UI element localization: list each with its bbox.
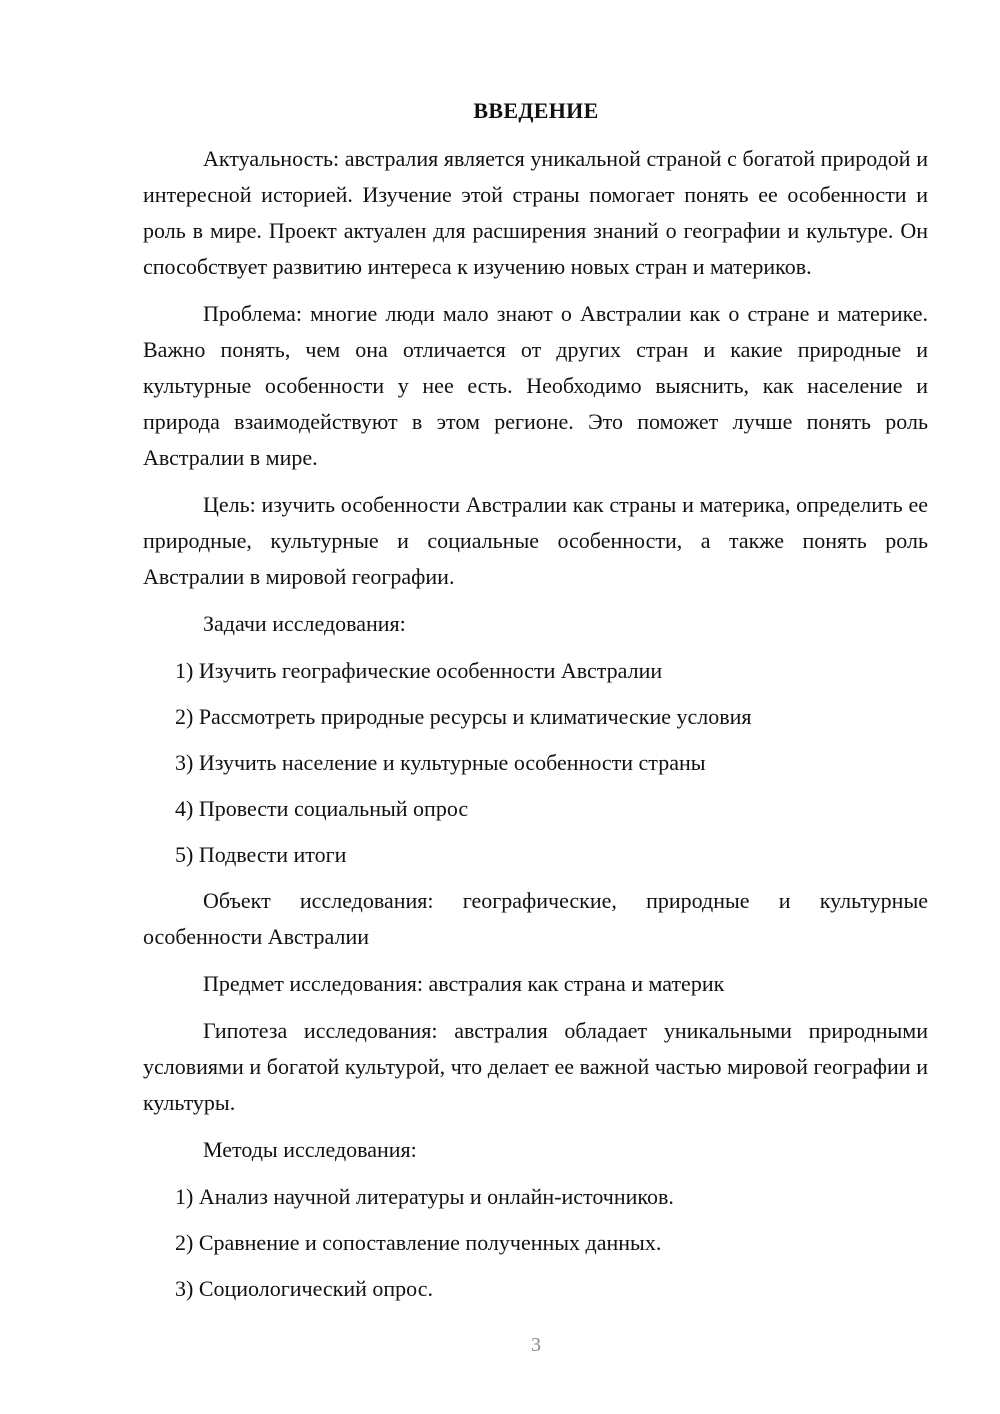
list-item: 4) Провести социальный опрос — [175, 796, 469, 821]
document-body — [143, 141, 928, 1317]
methods-list — [143, 1179, 928, 1307]
relevance-paragraph: Актуальность: австралия является уникальной страной с богатой природой и интересной историей. Изучение этой страны помогает понять ее особенности и роль в мире. Проект актуален для расширения знаний о географии и культуре. Он способствует развитию интереса к изучению новых стран и материков. — [143, 146, 928, 279]
list-item: 3) Изучить население и культурные особенности страны — [175, 750, 706, 775]
problem-paragraph: Проблема: многие люди мало знают о Австралии как о стране и материке. Важно понять, чем она отличается от других стран и какие природные и культурные особенности у нее есть. Необходимо выяснить, как население и природа взаимодействуют в этом регионе. Это поможет лучше понять роль Австралии в мире. — [143, 301, 928, 470]
goal-paragraph: Цель: изучить особенности Австралии как страны и материка, определить ее природные, культурные и социальные особенности, а также понять роль Австралии в мировой географии. — [143, 492, 928, 589]
list-item: 1) Изучить географические особенности Австралии — [175, 658, 663, 683]
list-item: 5) Подвести итоги — [175, 842, 347, 867]
tasks-heading: Задачи исследования: — [203, 611, 406, 636]
methods-heading: Методы исследования: — [203, 1137, 417, 1162]
tasks-list — [143, 653, 928, 873]
list-item: 2) Рассмотреть природные ресурсы и климатические условия — [175, 704, 752, 729]
object-paragraph: Объект исследования: географические, природные и культурные особенности Австралии — [143, 888, 928, 949]
hypothesis-paragraph: Гипотеза исследования: австралия обладает уникальными природными условиями и богатой культурой, что делает ее важной частью мировой географии и культуры. — [143, 1018, 928, 1115]
page-number: 3 — [531, 1334, 541, 1356]
list-item: 1) Анализ научной литературы и онлайн-источников. — [175, 1184, 674, 1209]
list-item: 3) Социологический опрос. — [175, 1276, 433, 1301]
list-item: 2) Сравнение и сопоставление полученных данных. — [175, 1230, 662, 1255]
subject-paragraph: Предмет исследования: австралия как страна и материк — [203, 971, 725, 996]
page-title: ВВЕДЕНИЕ — [473, 98, 599, 123]
